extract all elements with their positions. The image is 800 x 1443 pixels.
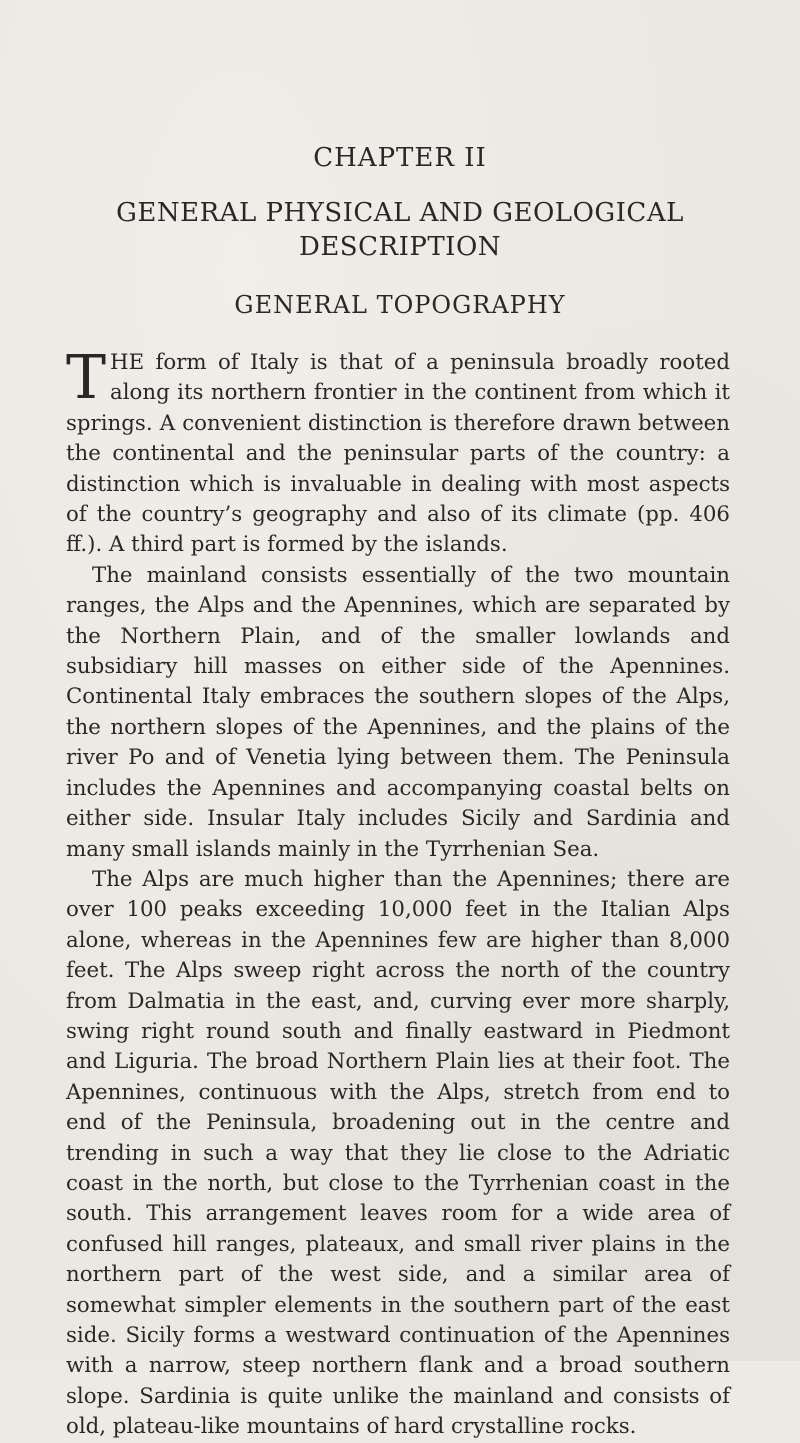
paragraph-1-text: HE form of Italy is that of a peninsula broadly rooted along its northern frontier in the continent from which it springs. A convenient distinction is therefore drawn between the continental and the peninsular parts of the country: a distinction which is invaluable in dealing with most aspects of the country’s geography and also of its climate (pp. 406 ff.). A third part is formed by the islands. — [66, 350, 730, 558]
chapter-title-line-2: DESCRIPTION — [298, 232, 502, 262]
paragraph-3: The Alps are much higher than the Apennines; there are over 100 peaks exceeding 10,000 feet in the Italian Alps alone, whereas in the Apennines few are higher than 8,000 feet. The Alps sweep right across the north of the country from Dalmatia in the east, and, curving ever more sharply, swing right round south and finally eastward in Piedmont and Liguria. The broad Northern Plain lies at their foot. The Apennines, continuous with the Alps, stretch from end to end of the Peninsula, broadening out in the centre and trending in such a way that they lie close to the Adriatic coast in the north, but close to the Tyrrhenian coast in the south. This arrangement leaves room for a wide area of confused hill ranges, plateaux, and small river plains in the northern part of the west side, and a similar area of somewhat simpler elements in the southern part of the east side. Sicily forms a westward continuation of the Apennines with a narrow, steep northern flank and a broad southern slope. Sardinia is quite unlike the mainland and consists of old, plateau-like mountains of hard crystalline rocks. — [66, 866, 730, 1440]
paragraph-2: The mainland consists essentially of the two mountain ranges, the Alps and the Apennines, which are separated by the Northern Plain, and of the smaller lowlands and subsidiary hill masses on either side of the Apennines. Continental Italy embraces the southern slopes of the Alps, the northern slopes of the Apennines, and the plains of the river Po and of Venetia lying between them. The Peninsula includes the Apennines and accompanying coastal belts on either side. Insular Italy includes Sicily and Sardinia and many small islands mainly in the Tyrrhenian Sea. — [66, 562, 730, 862]
chapter-title — [0, 196, 800, 264]
body-text — [66, 343, 730, 1443]
chapter-heading: CHAPTER II — [313, 143, 487, 173]
chapter-title-line-1: GENERAL PHYSICAL AND GEOLOGICAL — [116, 198, 684, 228]
paragraph-1 — [66, 343, 730, 561]
drop-cap: T — [66, 343, 107, 413]
section-heading: GENERAL TOPOGRAPHY — [234, 291, 566, 319]
